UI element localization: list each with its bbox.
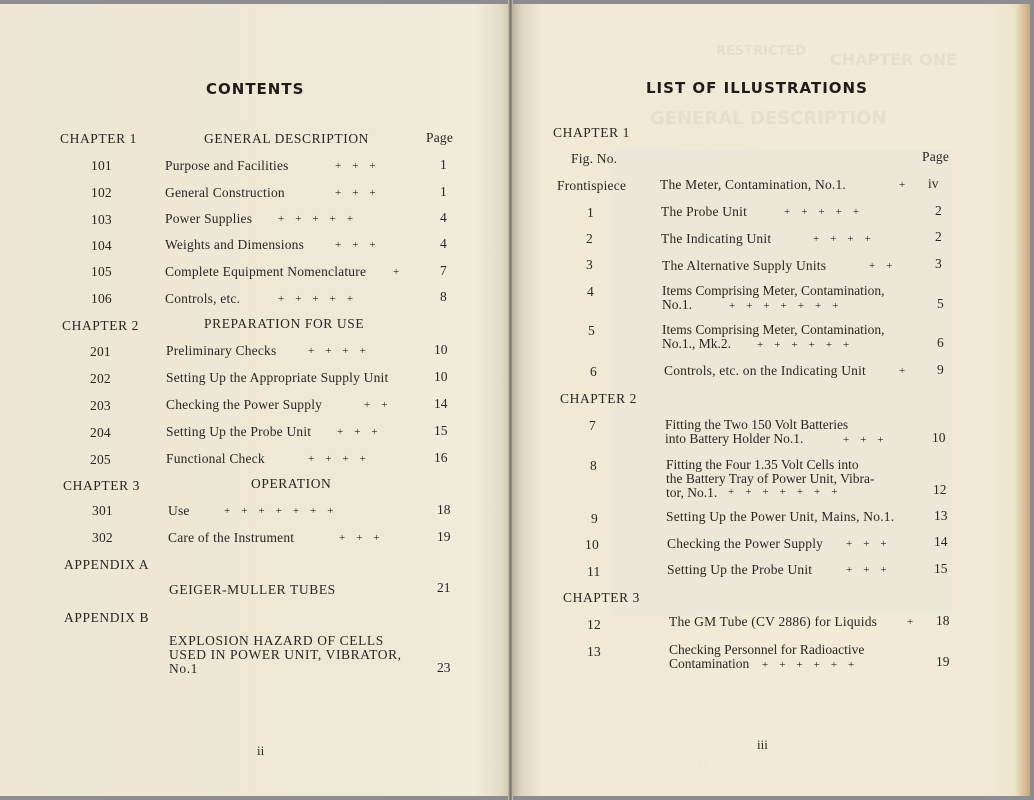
page-number: 10 [932,430,946,445]
leader-dots: + + + + + + + [224,505,334,517]
figure-number: 10 [585,537,599,552]
page-number: 10 [434,369,448,384]
figure-title[interactable]: The Meter, Contamination, No.1. [660,177,846,192]
leader-dots: + + + + + + [762,659,855,671]
page-number: 23 [437,660,451,675]
leader-dots: + + + + + [278,213,354,225]
leader-dots: + [899,365,906,377]
leader-dots: + + + + + [784,206,860,218]
figure-title-line: Fitting the Four 1.35 Volt Cells into [666,457,859,472]
illustrations-title: LIST OF ILLUSTRATIONS [646,79,868,97]
appendix-title[interactable]: GEIGER-MULLER TUBES [169,582,336,597]
page-number: 18 [437,502,451,517]
page-number: 9 [937,362,944,377]
chapter-heading: PREPARATION FOR USE [204,316,365,331]
page-number: 15 [434,423,448,438]
appendix-title-line: EXPLOSION HAZARD OF CELLS [169,633,384,648]
section-title[interactable]: Care of the Instrument [168,530,295,545]
page-number: 3 [935,256,942,271]
page-number: 4 [440,236,447,251]
figure-number: 4 [587,284,594,299]
section-title[interactable]: Setting Up the Appropriate Supply Unit [166,370,389,385]
figure-number: 9 [591,511,598,526]
leader-dots: + + [364,399,388,411]
figure-title-line: Items Comprising Meter, Contamination, [662,322,885,337]
bleed-through-heading: GENERAL DESCRIPTION [650,108,887,129]
section-title[interactable]: Complete Equipment Nomenclature [165,264,367,279]
chapter-label: CHAPTER 2 [560,391,638,406]
page-number: 8 [440,289,447,304]
page-column-header: Page [922,149,950,164]
leader-dots: + [907,616,914,628]
section-number: 102 [91,185,112,200]
figure-title-line: No.1., Mk.2. [662,336,732,351]
section-title[interactable]: Checking the Power Supply [166,397,323,412]
page-number: iv [928,176,939,191]
fig-column-header: Fig. No. [571,151,618,166]
figure-number: Frontispiece [557,178,627,193]
section-title[interactable]: Purpose and Facilities [165,158,289,173]
figure-number: 8 [590,458,597,473]
page-folio: iii [757,737,768,752]
chapter-label: CHAPTER 1 [553,125,631,140]
page-number: 14 [434,396,448,411]
bleed-through-chapter: CHAPTER ONE [830,50,957,69]
section-number: 106 [91,291,112,306]
page-number: 6 [937,335,944,350]
section-title[interactable]: Use [168,503,190,518]
page-folio: ii [257,743,265,758]
figure-title-line: Fitting the Two 150 Volt Batteries [665,417,849,432]
figure-title-line: tor, No.1. [666,485,718,500]
leader-dots: + + + + [813,233,871,245]
section-title[interactable]: General Construction [165,185,285,200]
leader-dots: + + + [335,160,376,172]
figure-number: 7 [589,418,596,433]
leader-dots: + + + [335,239,376,251]
appendix-label: APPENDIX B [64,610,150,625]
figure-title[interactable]: The Alternative Supply Units [662,258,827,273]
leader-dots: + [899,179,906,191]
figure-title[interactable] [665,418,848,446]
chapter-label: CHAPTER 2 [62,318,140,333]
appendix-title-line: USED IN POWER UNIT, VIBRATOR, [169,647,402,662]
page-number: 16 [434,450,448,465]
page-number: 14 [934,534,948,549]
section-number: 205 [90,452,111,467]
section-number: 104 [91,238,112,253]
figure-number: 3 [586,257,593,272]
figure-title[interactable]: The Indicating Unit [661,231,772,246]
page-number: 7 [440,263,447,278]
figure-number: 13 [587,644,601,659]
figure-title[interactable]: The GM Tube (CV 2886) for Liquids [669,614,878,629]
leader-dots: + + + [846,538,887,550]
section-number: 204 [90,425,111,440]
leader-dots: + + + + + + + [729,300,839,312]
figure-number: 1 [587,205,594,220]
section-number: 101 [91,158,112,173]
book-spine [508,0,513,800]
leader-dots: + + [869,260,893,272]
leader-dots: + + + + [308,453,366,465]
leader-dots: + + + [339,532,380,544]
page-number: 10 [434,342,448,357]
page-column-header: Page [426,130,454,145]
bleed-through-restricted: RESTRICTED [716,44,807,59]
figure-title-line: No.1. [662,297,692,312]
leader-dots: + + + [843,434,884,446]
leader-dots: + + + + + + [757,339,850,351]
figure-number: 12 [587,617,601,632]
figure-number: 2 [586,231,593,246]
appendix-title[interactable] [169,634,402,676]
section-number: 201 [90,344,111,359]
figure-title-line: Checking Personnel for Radioactive [669,642,865,657]
page-number: 21 [437,580,451,595]
section-number: 203 [90,398,111,413]
section-number: 302 [92,530,113,545]
contents-title: CONTENTS [206,80,305,98]
section-number: 301 [92,503,113,518]
figure-title[interactable]: Setting Up the Power Unit, Mains, No.1. [666,509,895,524]
page-number: 1 [440,157,447,172]
page-number: 12 [933,482,947,497]
leader-dots: + + + + + [278,293,354,305]
leader-dots: + + + [337,426,378,438]
leader-dots: + + + + + + + [728,486,838,498]
leader-dots: + + + [335,187,376,199]
page-number: 13 [934,508,948,523]
figure-title[interactable]: Checking the Power Supply [667,536,824,551]
page-number: 18 [936,613,950,628]
page-number: 19 [936,654,950,669]
leader-dots: + + + [846,564,887,576]
chapter-heading: OPERATION [251,476,332,491]
appendix-label: APPENDIX A [64,557,150,572]
chapter-label: CHAPTER 3 [563,590,641,605]
page-number: 1 [440,184,447,199]
page-number: 15 [934,561,948,576]
figure-number: 6 [590,364,597,379]
figure-title[interactable]: Setting Up the Probe Unit [667,562,813,577]
page-number: 5 [937,296,944,311]
figure-title-line: the Battery Tray of Power Unit, Vibra- [666,471,875,486]
section-title[interactable]: Controls, etc. [165,291,241,306]
figure-number: 11 [587,564,601,579]
leader-dots: + [393,266,400,278]
leader-dots: + + + + [308,345,366,357]
page-number: 19 [437,529,451,544]
section-title[interactable]: Preliminary Checks [166,343,277,358]
page-number: 2 [935,229,942,244]
figure-title-line: into Battery Holder No.1. [665,431,804,446]
section-number: 105 [91,264,112,279]
section-number: 202 [90,371,111,386]
section-title[interactable]: Setting Up the Probe Unit [166,424,312,439]
chapter-heading: GENERAL DESCRIPTION [204,131,370,146]
section-title[interactable]: Power Supplies [165,211,253,226]
figure-number: 5 [588,323,595,338]
chapter-label: CHAPTER 1 [60,131,138,146]
figure-title-line: Contamination [669,656,750,671]
chapter-label: CHAPTER 3 [63,478,141,493]
section-title[interactable]: Functional Check [166,451,265,466]
appendix-title-line: No.1 [169,661,199,676]
page-number: 4 [440,210,447,225]
figure-title[interactable]: Controls, etc. on the Indicating Unit [664,363,866,378]
figure-title[interactable]: The Probe Unit [661,204,748,219]
figure-title-line: Items Comprising Meter, Contamination, [662,283,885,298]
section-title[interactable]: Weights and Dimensions [165,237,305,252]
section-number: 103 [91,212,112,227]
page-number: 2 [935,203,942,218]
